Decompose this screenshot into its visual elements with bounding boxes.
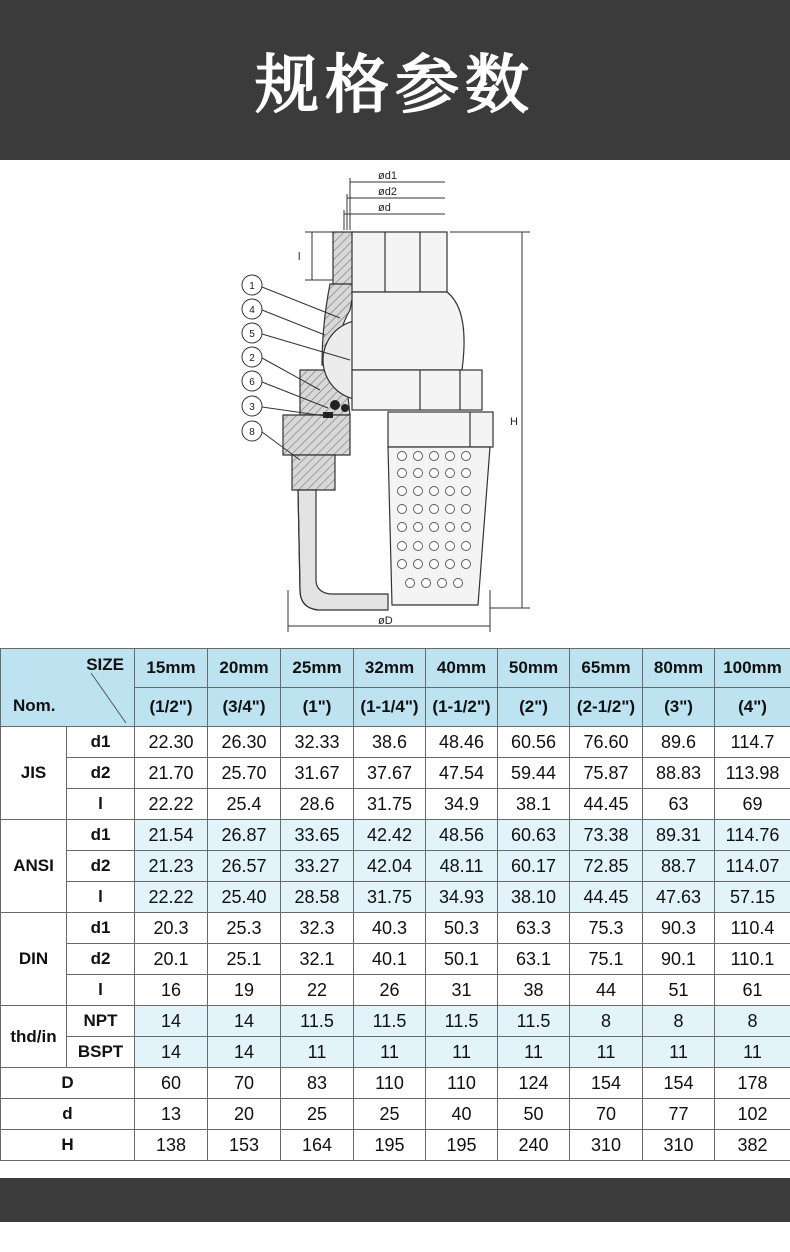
table-cell: 63.1 [498,944,570,975]
table-cell: 11 [570,1037,643,1068]
table-cell: 154 [643,1068,715,1099]
table-cell: 28.58 [281,882,354,913]
column-header-inch: (1-1/4") [354,688,426,727]
table-cell: 40 [426,1099,498,1130]
column-header-inch: (1-1/2") [426,688,498,727]
callout-5: 5 [249,329,255,340]
table-cell: 110.4 [715,913,790,944]
table-cell: 195 [426,1130,498,1161]
row-label: d2 [67,944,135,975]
table-cell: 11.5 [354,1006,426,1037]
table-cell: 25 [281,1099,354,1130]
table-cell: 31.75 [354,789,426,820]
table-cell: 37.67 [354,758,426,789]
table-cell: 42.42 [354,820,426,851]
table-cell: 19 [208,975,281,1006]
dim-label-d2: ød2 [378,186,397,198]
table-cell: 153 [208,1130,281,1161]
table-cell: 31.67 [281,758,354,789]
table-cell: 11 [498,1037,570,1068]
dim-label-D: øD [378,615,393,627]
row-label: l [67,882,135,913]
foot-valve-diagram [0,160,790,648]
page-title: 规格参数 [255,49,535,123]
table-cell: 57.15 [715,882,790,913]
table-cell: 11.5 [281,1006,354,1037]
table-cell: 25.3 [208,913,281,944]
table-cell: 77 [643,1099,715,1130]
table-cell: 40.1 [354,944,426,975]
table-cell: 8 [715,1006,790,1037]
table-cell: 114.7 [715,727,790,758]
row-label: D [1,1068,135,1099]
group-label: ANSI [1,820,67,913]
row-label: H [1,1130,135,1161]
table-cell: 178 [715,1068,790,1099]
row-label: d2 [67,758,135,789]
group-label: DIN [1,913,67,1006]
table-cell: 88.7 [643,851,715,882]
table-cell: 20 [208,1099,281,1130]
column-header-mm: 25mm [281,649,354,688]
header-row-mm [1,649,790,688]
table-cell: 34.93 [426,882,498,913]
table-cell: 22.30 [135,727,208,758]
column-header-mm: 20mm [208,649,281,688]
callout-6: 6 [249,377,255,388]
dim-label-d: ød [378,202,391,214]
table-cell: 48.11 [426,851,498,882]
table-cell: 50 [498,1099,570,1130]
table-cell: 25 [354,1099,426,1130]
dim-label-H: H [510,416,518,428]
table-cell: 310 [570,1130,643,1161]
table-cell: 69 [715,789,790,820]
column-header-inch: (1/2") [135,688,208,727]
table-cell: 63.3 [498,913,570,944]
table-cell: 31 [426,975,498,1006]
table-cell: 61 [715,975,790,1006]
table-cell: 11.5 [498,1006,570,1037]
row-label: BSPT [67,1037,135,1068]
table-cell: 382 [715,1130,790,1161]
table-cell: 21.54 [135,820,208,851]
table-cell: 26 [354,975,426,1006]
table-cell: 31.75 [354,882,426,913]
table-cell: 154 [570,1068,643,1099]
table-cell: 110 [354,1068,426,1099]
column-header-mm: 32mm [354,649,426,688]
row-label: d1 [67,727,135,758]
column-header-mm: 50mm [498,649,570,688]
table-row [1,882,790,913]
table-row [1,913,790,944]
table-cell: 22.22 [135,789,208,820]
table-cell: 32.3 [281,913,354,944]
table-cell: 75.87 [570,758,643,789]
table-cell: 21.70 [135,758,208,789]
row-label: l [67,789,135,820]
column-header-mm: 80mm [643,649,715,688]
table-cell: 11 [354,1037,426,1068]
group-label: JIS [1,727,67,820]
table-cell: 164 [281,1130,354,1161]
table-row [1,727,790,758]
table-cell: 124 [498,1068,570,1099]
column-header-mm: 100mm [715,649,790,688]
table-row [1,1006,790,1037]
table-cell: 110 [426,1068,498,1099]
corner-cell [1,649,135,727]
callout-8: 8 [249,427,255,438]
column-header-inch: (2") [498,688,570,727]
table-row [1,851,790,882]
table-cell: 14 [208,1006,281,1037]
table-cell: 90.1 [643,944,715,975]
table-cell: 38.10 [498,882,570,913]
table-cell: 11 [643,1037,715,1068]
table-cell: 90.3 [643,913,715,944]
table-cell: 22.22 [135,882,208,913]
table-cell: 195 [354,1130,426,1161]
callout-4: 4 [249,305,255,316]
table-cell: 28.6 [281,789,354,820]
column-header-mm: 65mm [570,649,643,688]
row-label: d2 [67,851,135,882]
column-header-inch: (3/4") [208,688,281,727]
table-cell: 89.6 [643,727,715,758]
column-header-inch: (4") [715,688,790,727]
table-cell: 63 [643,789,715,820]
column-header-inch: (1") [281,688,354,727]
table-cell: 14 [135,1037,208,1068]
table-cell: 42.04 [354,851,426,882]
row-label: l [67,975,135,1006]
row-label: d [1,1099,135,1130]
table-cell: 110.1 [715,944,790,975]
table-cell: 25.40 [208,882,281,913]
table-cell: 88.83 [643,758,715,789]
row-label: NPT [67,1006,135,1037]
table-cell: 11 [281,1037,354,1068]
table-cell: 44.45 [570,882,643,913]
table-cell: 38.1 [498,789,570,820]
table-cell: 114.07 [715,851,790,882]
table-row [1,1068,790,1099]
table-cell: 25.1 [208,944,281,975]
page-header [0,0,790,160]
table-cell: 60.56 [498,727,570,758]
table-cell: 113.98 [715,758,790,789]
table-cell: 11 [426,1037,498,1068]
technical-drawing [0,160,790,648]
table-cell: 59.44 [498,758,570,789]
table-cell: 75.3 [570,913,643,944]
group-label: thd/in [1,1006,67,1068]
table-cell: 47.63 [643,882,715,913]
table-cell: 16 [135,975,208,1006]
table-cell: 60.17 [498,851,570,882]
table-row [1,820,790,851]
table-cell: 310 [643,1130,715,1161]
table-cell: 72.85 [570,851,643,882]
table-cell: 60.63 [498,820,570,851]
table-cell: 47.54 [426,758,498,789]
table-cell: 21.23 [135,851,208,882]
dim-label-l: l [298,251,301,263]
table-cell: 89.31 [643,820,715,851]
table-cell: 11.5 [426,1006,498,1037]
table-cell: 11 [715,1037,790,1068]
table-row [1,789,790,820]
table-cell: 73.38 [570,820,643,851]
table-cell: 8 [643,1006,715,1037]
table-cell: 20.3 [135,913,208,944]
table-cell: 75.1 [570,944,643,975]
table-cell: 51 [643,975,715,1006]
table-cell: 48.46 [426,727,498,758]
spec-table-body [1,649,790,1161]
column-header-inch: (2-1/2") [570,688,643,727]
table-cell: 13 [135,1099,208,1130]
table-row [1,944,790,975]
table-row [1,1130,790,1161]
table-cell: 14 [208,1037,281,1068]
callout-2: 2 [249,353,255,364]
table-cell: 44 [570,975,643,1006]
table-cell: 50.3 [426,913,498,944]
table-cell: 102 [715,1099,790,1130]
table-cell: 25.4 [208,789,281,820]
column-header-inch: (3") [643,688,715,727]
table-cell: 32.33 [281,727,354,758]
table-cell: 70 [570,1099,643,1130]
row-label: d1 [67,820,135,851]
table-cell: 26.30 [208,727,281,758]
table-cell: 33.27 [281,851,354,882]
column-header-mm: 15mm [135,649,208,688]
row-label: d1 [67,913,135,944]
table-row [1,758,790,789]
table-cell: 44.45 [570,789,643,820]
table-cell: 83 [281,1068,354,1099]
table-cell: 138 [135,1130,208,1161]
table-cell: 26.87 [208,820,281,851]
callout-1: 1 [249,281,255,292]
table-cell: 50.1 [426,944,498,975]
table-row [1,1037,790,1068]
table-cell: 25.70 [208,758,281,789]
table-cell: 60 [135,1068,208,1099]
callout-3: 3 [249,402,255,413]
corner-nom-label: Nom. [13,696,56,715]
table-cell: 114.76 [715,820,790,851]
table-cell: 38 [498,975,570,1006]
table-cell: 76.60 [570,727,643,758]
table-cell: 22 [281,975,354,1006]
column-header-mm: 40mm [426,649,498,688]
table-cell: 14 [135,1006,208,1037]
page-footer-bar [0,1178,790,1222]
table-cell: 32.1 [281,944,354,975]
table-cell: 70 [208,1068,281,1099]
dim-label-d1: ød1 [378,170,397,182]
table-cell: 33.65 [281,820,354,851]
table-cell: 40.3 [354,913,426,944]
table-row [1,1099,790,1130]
table-row [1,975,790,1006]
table-cell: 48.56 [426,820,498,851]
table-cell: 20.1 [135,944,208,975]
table-cell: 8 [570,1006,643,1037]
table-cell: 240 [498,1130,570,1161]
table-cell: 38.6 [354,727,426,758]
spec-table [0,648,790,1161]
corner-size-label: SIZE [86,655,124,674]
table-cell: 26.57 [208,851,281,882]
table-cell: 34.9 [426,789,498,820]
